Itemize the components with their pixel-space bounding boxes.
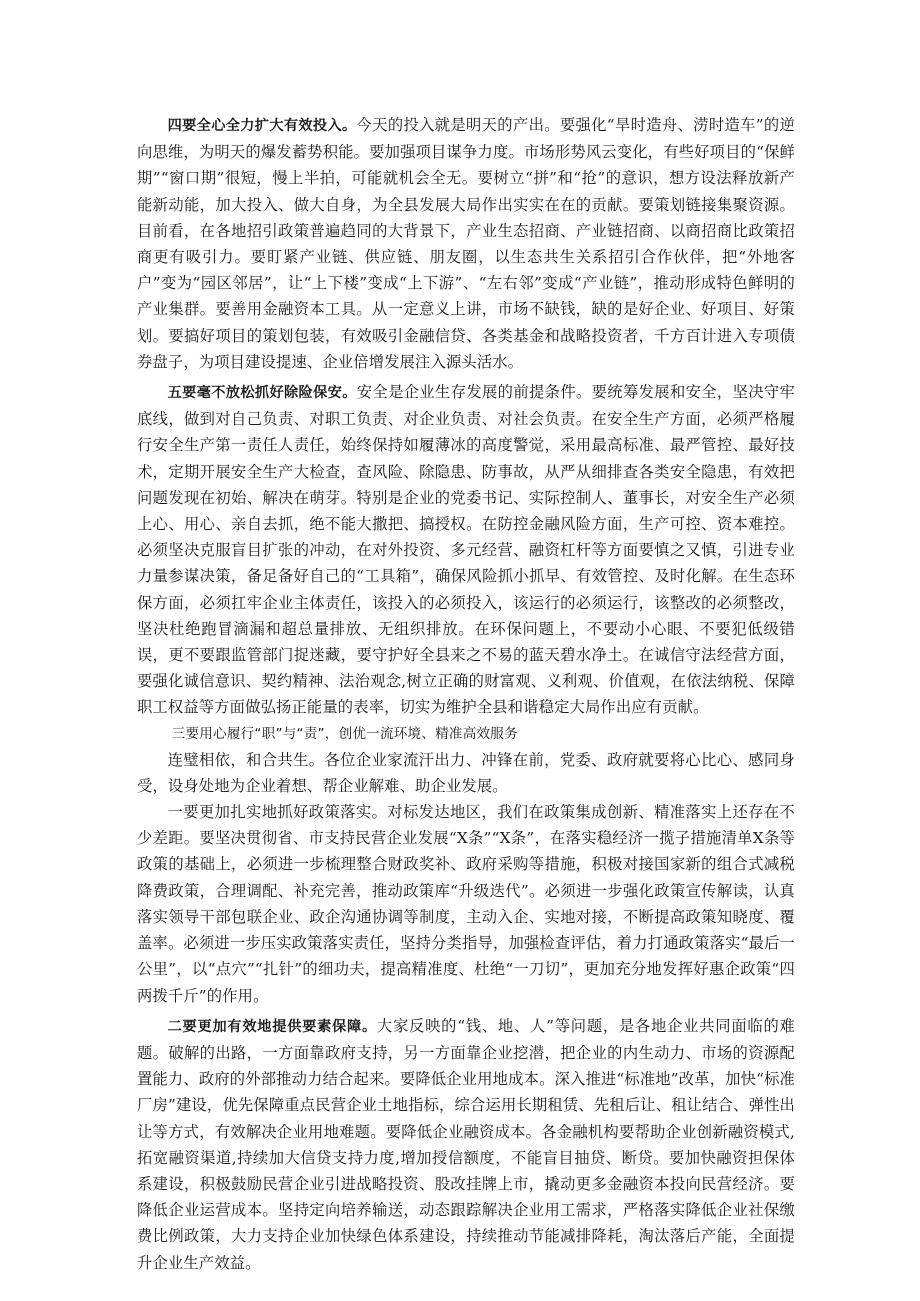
paragraph-policy-implementation: 一要更加扎实地抓好政策落实。对标发达地区，我们在政策集成创新、精准落实上还存在不少差距。要坚决贯彻省、市支持民营企业发展“X条”“X条”，在落实稳经济一揽子措施清单X条等政策的基础上，必须进一步梳理整合财政奖补、政府采购等措施，积极对接国家新的组合式减税降费政策，合理调配、补充完善，推动政策库“升级迭代”。必须进一步强化政策宣传解读，认真落实领导干部包联企业、政企沟通协调等制度，主动入企、实地对接，不断提高政策知晓度、覆盖率。必须进一步压实政策落实责任，坚持分类指导，加强检查评估，着力打通政策落实“最后一公里”，以“点穴”“扎针”的细功夫，提高精准度、杜绝“一刀切”，更加充分地发挥好惠企政策“四两拨千斤”的作用。 — [137, 803, 795, 1005]
paragraph-factor-guarantee — [137, 1013, 795, 1276]
paragraph-expand-investment — [137, 112, 795, 375]
document-page — [137, 112, 795, 1276]
paragraph-intro: 连璧相依，和合共生。各位企业家流汗出力、冲锋在前，党委、政府就要将心比心、感同身受，设身处地为企业着想、帮企业解难、助企业发展。 — [137, 750, 795, 795]
section-heading: 三要用心履行“职”与“责”，创优一流环境、精准高效服务 — [171, 725, 518, 742]
paragraph-body: 安全是企业生存发展的前提条件。要统筹发展和安全，坚决守牢底线，做到对自己负责、对职工负责、对企业负责、对社会负责。在安全生产方面，必须严格履行安全生产第一责任人责任，始终保持如履薄冰的高度警觉，采用最高标准、最严管控、最好技术，定期开展安全生产大检查，查风险、除隐患、防事故，从严从细排查各类安全隐患，有效把问题发现在初始、解决在萌芽。特别是企业的党委书记、实际控制人、董事长，对安全生产必须上心、用心、亲自去抓，绝不能大撒把、搞授权。在防控金融风险方面，生产可控、资本难控。必须坚决克服盲目扩张的冲动，在对外投资、多元经营、融资杠杆等方面要慎之又慎，引进专业力量参谋决策，备足备好自己的“工具箱”，确保风险抓小抓早、有效管控、及时化解。在生态环保方面，必须扛牢企业主体责任，该投入的必须投入，该运行的必须运行，该整改的必须整改，坚决杜绝跑冒滴漏和超总量排放、无组织排放。在环保问题上，不要动小心眼、不要犯低级错误，更不要跟监管部门捉迷藏，要守护好全县来之不易的蓝天碧水净土。在诚信守法经营方面，要强化诚信意识、契约精神、法治观念,树立正确的财富观、义利观、价值观，在依法纳税、保障职工权益等方面做弘扬正能量的表率，切实为维护全县和谐稳定大局作出应有贡献。 — [137, 383, 796, 717]
paragraph-lead-heading: 五要毫不放松抓好除险保安。 — [167, 385, 357, 402]
paragraph-body: 大家反映的“钱、地、人”等问题，是各地企业共同面临的难题。破解的出路，一方面靠政府支持，另一方面靠企业挖潜，把企业的内生动力、市场的资源配置能力、政府的外部推动力结合起来。要降低企业用地成本。深入推进“标准地”改革，加快“标准厂房”建设，优先保障重点民营企业土地指标，综合运用长期租赁、先租后让、租让结合、弹性出让等方式，有效解决企业用地难题。要降低企业融资成本。各金融机构要帮助企业创新融资模式,拓宽融资渠道,持续加大信贷支持力度,增加授信额度，不能盲目抽贷、断贷。要加快融资担保体系建设，积极鼓励民营企业引进战略投资、股改挂牌上市，撬动更多金融资本投向民营经济。要降低企业运营成本。坚持定向培养输送，动态跟踪解决企业用工需求，严格落实降低企业社保缴费比例政策，大力支持企业加快绿色体系建设，持续推动节能减排降耗，淘汰落后产能，全面提升企业生产效益。 — [137, 1016, 795, 1272]
paragraph-safety — [137, 379, 795, 721]
paragraph-lead-heading: 四要全心全力扩大有效投入。 — [167, 118, 357, 134]
paragraph-lead-heading: 二要更加有效地提供要素保障。 — [167, 1018, 377, 1035]
paragraph-body: 今天的投入就是明天的产出。要强化“旱时造舟、涝时造车”的逆向思维，为明天的爆发蓄势积能。要加强项目谋争力度。市场形势风云变化，有些好项目的“保鲜期”“窗口期”很短，慢上半拍，可能就机会全无。要树立“拼”和“抢”的意识，想方设法释放新产能新动能，加大投入、做大自身，为全县发展大局作出实实在在的贡献。要策划链接集聚资源。目前看，在各地招引政策普遍趋同的大背景下，产业生态招商、产业链招商、以商招商比政策招商更有吸引力。要盯紧产业链、供应链、朋友圈，以生态共生关系招引合作伙伴，把“外地客户”变为“园区邻居”，让“上下楼”变成“上下游”、“左右邻”变成“产业链”，推动形成特色鲜明的产业集群。要善用金融资本工具。从一定意义上讲，市场不缺钱，缺的是好企业、好项目、好策划。要搞好项目的策划包装，有效吸引金融信贷、各类基金和战略投资者，千方百计进入专项债券盘子，为项目建设提速、企业倍增发展注入源头活水。 — [137, 116, 796, 371]
